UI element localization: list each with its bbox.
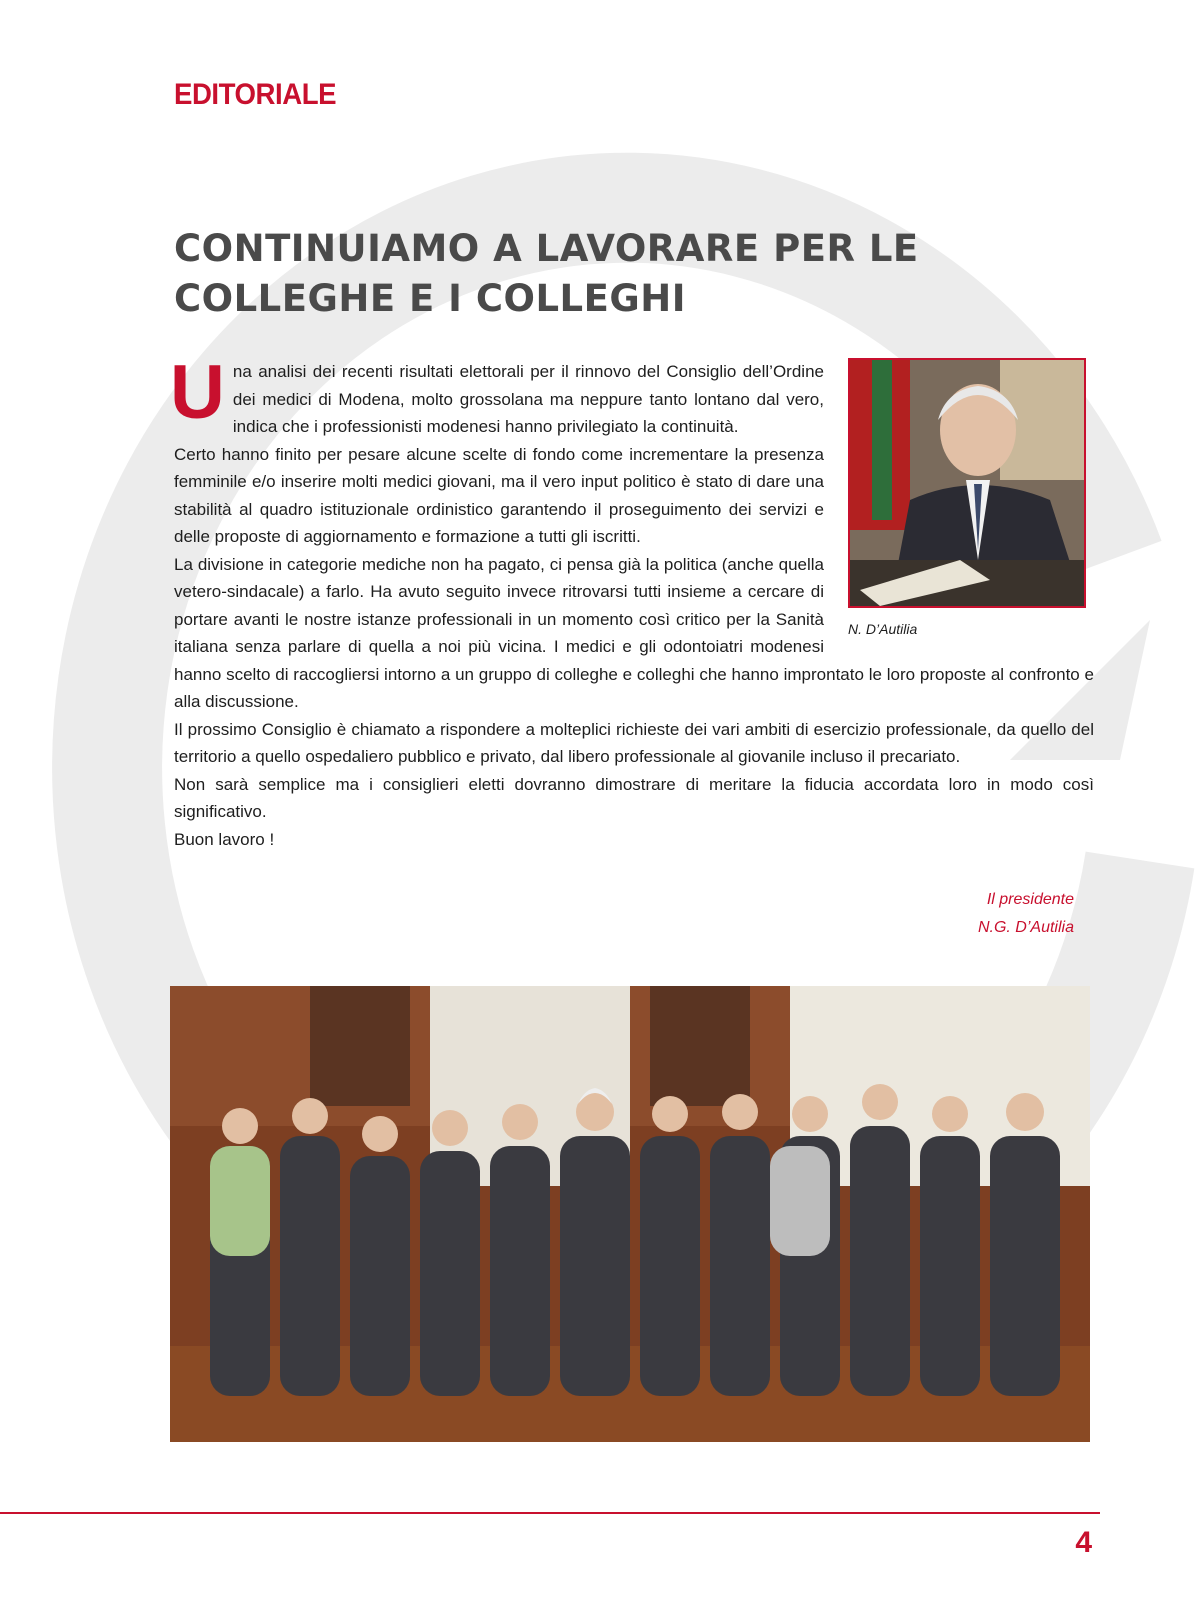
portrait-photo bbox=[848, 358, 1086, 608]
paragraph-2: Certo hanno finito per pesare alcune scelte di fondo come incrementare la presenza femminile e/o inserire molti medici giovani, ma il vero input politico è stato di dare una stabilità al quadro istituzionale ordinistico garantendo il proseguimento dei servizi e delle proposte di aggiornamento e formazione a tutti gli iscritti. bbox=[174, 444, 824, 546]
drop-cap: U bbox=[170, 350, 225, 435]
paragraph-1-text: na analisi dei recenti risultati elettorali per il rinnovo del Consiglio dell’Ordine dei medici di Modena, molto grossolana ma neppure tanto lontano dal vero, indica che i professionisti modenesi hanno privilegiato la continuità. bbox=[232, 362, 824, 436]
paragraph-4: Il prossimo Consiglio è chiamato a rispondere a molteplici richieste dei vari ambiti di esercizio professionale, da quello del territorio a quello ospedaliero pubblico e privato, dal libero professionale al giovanile incluso il precariato. bbox=[174, 719, 1094, 766]
signature-name: N.G. D’Autilia bbox=[977, 919, 1074, 936]
signature bbox=[978, 886, 1074, 942]
portrait-caption: N. D’Autilia bbox=[848, 621, 918, 637]
headline-line-2: COLLEGHE E I COLLEGHI bbox=[174, 277, 686, 320]
paragraph-5: Non sarà semplice ma i consiglieri eletti dovranno dimostrare di meritare la fiducia accordata loro in modo così significativo. bbox=[174, 774, 1094, 821]
footer-rule bbox=[0, 1512, 1100, 1514]
portrait-block bbox=[848, 358, 1094, 650]
paragraph-6: Buon lavoro ! bbox=[174, 829, 275, 849]
signature-role: Il presidente bbox=[986, 891, 1074, 908]
group-photo bbox=[170, 986, 1090, 1442]
page-number: 4 bbox=[1075, 1526, 1092, 1559]
article-body bbox=[170, 350, 1094, 853]
headline bbox=[174, 224, 1074, 324]
paragraph-3: La divisione in categorie mediche non ha pagato, ci pensa già la politica (anche quella vetero-sindacale) a farlo. Ha avuto seguito invece ritrovarsi tutti insieme a cercare di portare avanti le nostre istanze professionali in un momento così critico per la Sanità italiana senza parlare di quella a noi più vicina. I medici e gli odontoiatri modenesi hanno scelto di raccogliersi intorno a un gruppo di colleghe e colleghi che hanno improntato le loro proposte al confronto e alla discussione. bbox=[174, 554, 1094, 711]
headline-line-1: CONTINUIAMO A LAVORARE PER LE bbox=[174, 227, 919, 270]
section-label: EDITORIALE bbox=[174, 78, 337, 111]
